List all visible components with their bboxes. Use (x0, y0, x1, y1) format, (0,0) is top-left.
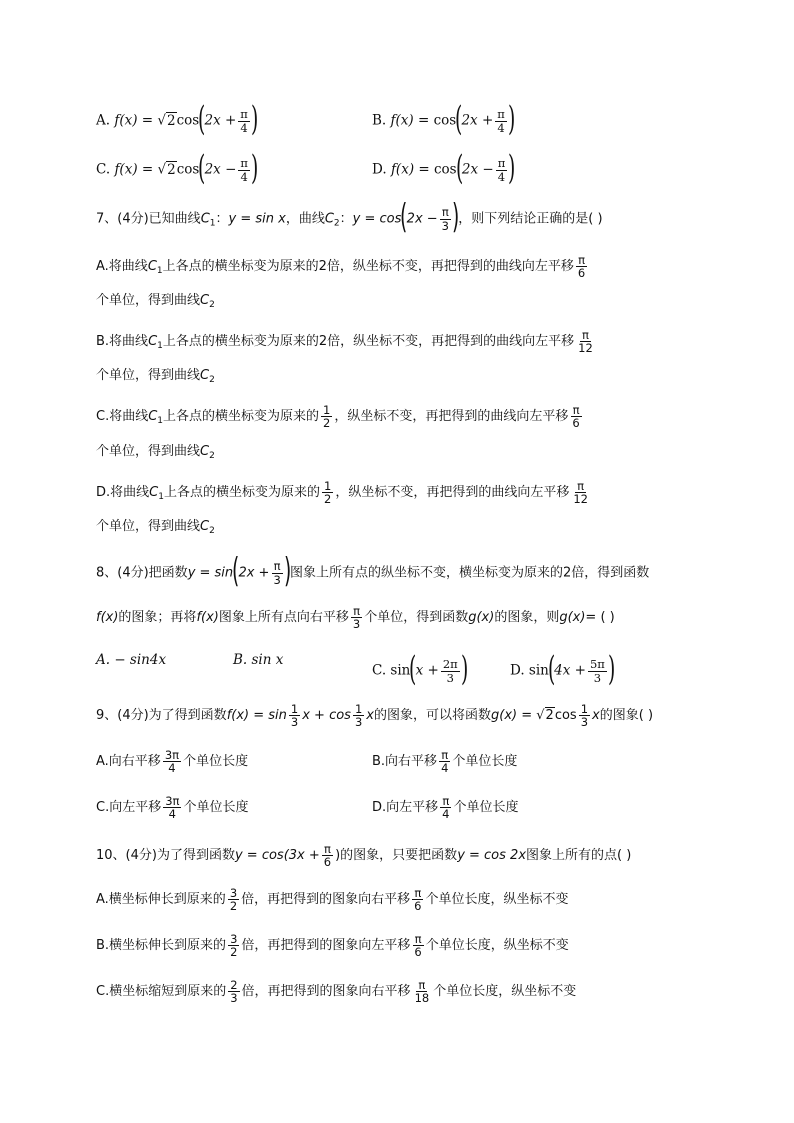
q6-option-a[interactable]: A. f(x) = √2cos(2x + $\frac{\pi}{4}$ ) (96, 99, 259, 139)
q6-option-d[interactable]: D. f(x) = cos(2x − $\frac{\pi}{4}$ ) (372, 148, 516, 188)
q7-option-b[interactable]: B.将曲线$C_1$上各点的横坐标变为原来的2倍，纵坐标不变，再把得到的曲线向左平移 $\frac{\pi}{12}$ (96, 328, 593, 356)
q9-option-c[interactable]: C.向左平移 $\frac{3\pi}{4}$ 个单位长度 (96, 794, 249, 822)
q8-stem-line1: 8、(4分)把函数y = sin(2x + $\frac{\pi}{3}$ )图象上所有点的纵坐标不变，横坐标变为原来的2倍，得到函数 (96, 551, 650, 591)
q7-option-c-cont: 个单位，得到曲线$C_2$ (96, 444, 215, 461)
q6-option-c[interactable]: C. f(x) = √2cos(2x − $\frac{\pi}{4}$ ) (96, 148, 259, 188)
q6-option-b[interactable]: B. f(x) = cos(2x + $\frac{\pi}{4}$ ) (372, 99, 516, 139)
q7-stem: 7、(4分)已知曲线$C_1$：y = sin x，曲线$C_2$：y = cos(2x − $\frac{\pi}{3}$ )，则下列结论正确的是( ) (96, 197, 603, 237)
q9-option-a[interactable]: A.向右平移 $\frac{3\pi}{4}$ 个单位长度 (96, 748, 249, 776)
q7-option-c[interactable]: C.将曲线$C_1$上各点的横坐标变为原来的 $\frac{1}{2}$ ，纵坐标不变，再把得到的曲线向左平移 $\frac{\pi}{6}$ (96, 403, 580, 431)
q9-stem: 9、(4分)为了得到函数f(x) = sin $\frac{1}{3}$ x + cos $\frac{1}{3}$ x的图象，可以将函数g(x) = √2cos $\frac{1}{3}$ x的图象( ) (96, 702, 654, 730)
q7-option-d-cont: 个单位，得到曲线$C_2$ (96, 519, 215, 536)
q10-stem: 10、(4分)为了得到函数y = cos(3x + $\frac{\pi}{6}$ )的图象，只要把函数y = cos 2x图象上所有的点( ) (96, 842, 632, 870)
q7-option-a[interactable]: A.将曲线$C_1$上各点的横坐标变为原来的2倍，纵坐标不变，再把得到的曲线向左平移 $\frac{\pi}{6}$ (96, 253, 586, 281)
q9-option-d[interactable]: D.向左平移 $\frac{\pi}{4}$ 个单位长度 (372, 794, 519, 822)
q10-option-b[interactable]: B.横坐标伸长到原来的 $\frac{3}{2}$ 倍，再把得到的图象向左平移 $\frac{\pi}{6}$ 个单位长度，纵坐标不变 (96, 932, 569, 960)
q8-option-d[interactable]: D. sin(4x + $\frac{5\pi}{3}$ ) (510, 649, 616, 689)
q8-option-b[interactable]: B. sin x (233, 652, 284, 668)
q8-option-c[interactable]: C. sin(x + $\frac{2\pi}{3}$ ) (372, 649, 469, 689)
q7-option-b-cont: 个单位，得到曲线$C_2$ (96, 368, 215, 385)
q8-stem-line2: f(x)的图象；再将f(x)图象上所有点向右平移 $\frac{\pi}{3}$ 个单位，得到函数g(x)的图象，则g(x)= ( ) (96, 604, 615, 632)
q7-option-d[interactable]: D.将曲线$C_1$上各点的横坐标变为原来的 $\frac{1}{2}$ ，纵坐标不变，再把得到的曲线向左平移 $\frac{\pi}{12}$ (96, 479, 588, 507)
q10-option-a[interactable]: A.横坐标伸长到原来的 $\frac{3}{2}$ 倍，再把得到的图象向右平移 $\frac{\pi}{6}$ 个单位长度，纵坐标不变 (96, 886, 569, 914)
q7-option-a-cont: 个单位，得到曲线$C_2$ (96, 293, 215, 310)
q9-option-b[interactable]: B.向右平移 $\frac{\pi}{4}$ 个单位长度 (372, 748, 518, 776)
q8-option-a[interactable]: A. − sin4x (96, 652, 167, 668)
q10-option-c[interactable]: C.横坐标缩短到原来的 $\frac{2}{3}$ 倍，再把得到的图象向右平移 $\frac{\pi}{18}$ 个单位长度，纵坐标不变 (96, 978, 577, 1006)
